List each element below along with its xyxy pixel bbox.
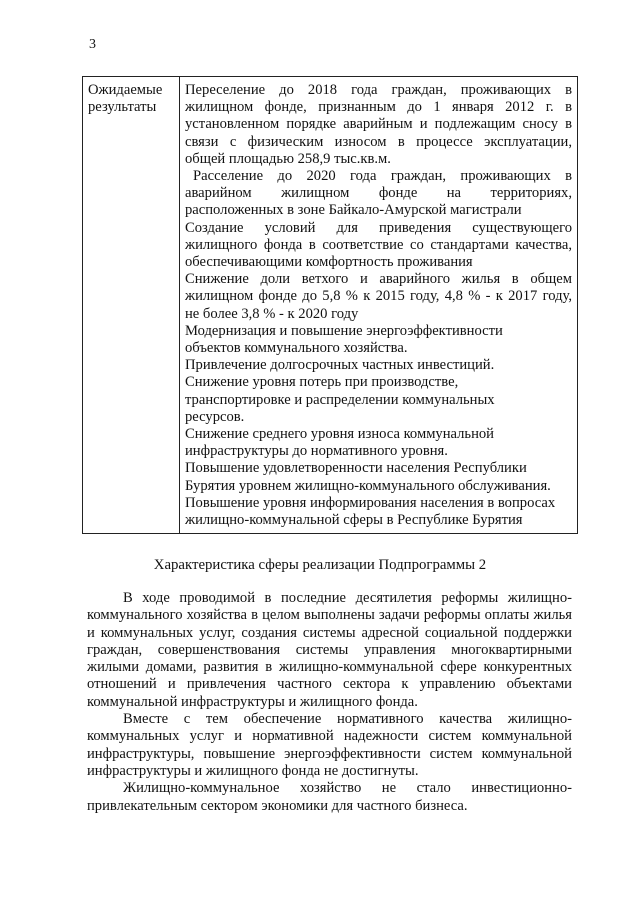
result-item (185, 426, 572, 460)
row-label-line: Ожидаемые (88, 82, 163, 98)
result-line: жилищном фонде до 5,8 % к 2015 году, 4,8 % - к 2017 году, (185, 288, 572, 305)
result-item (185, 374, 572, 426)
result-line: Повышение уровня информирования населения в вопросах (185, 494, 556, 511)
result-item (185, 220, 572, 272)
paragraph: Жилищно-коммунальное хозяйство не стало инвестиционно-привлекательным сектором экономики для частного бизнеса. (87, 780, 572, 814)
paragraph: Вместе с тем обеспечение нормативного качества жилищно-коммунальных услуг и нормативной надежности систем коммунальной инфраструктуры, повышение энергоэффективности систем коммунальной инфраструктуры и жилищного фонда не достигнуты. (87, 711, 572, 779)
result-line: обеспечивающими комфортность проживания (185, 254, 473, 271)
result-item (185, 495, 572, 529)
result-line: жилищно-коммунальной сферы в Республике Бурятия (185, 512, 523, 529)
result-line: Бурятия уровнем жилищно-коммунального обслуживания. (185, 477, 551, 494)
result-line: ресурсов. (185, 408, 245, 425)
result-line: Повышение удовлетворенности населения Республики (185, 460, 527, 477)
expected-results-table (82, 76, 578, 534)
result-item (185, 271, 572, 323)
result-line: установленном порядке аварийным и подлежащим сносу в (185, 116, 572, 133)
row-label-cell (83, 77, 180, 534)
result-line: Снижение среднего уровня износа коммунальной (185, 426, 494, 443)
result-line: связи с физическим износом в процессе эксплуатации, (185, 133, 572, 150)
result-line: Снижение доли ветхого и аварийного жилья в общем (185, 271, 572, 288)
result-line: аварийном жилищном фонде на территориях, (185, 185, 572, 202)
result-line: Расселение до 2020 года граждан, проживающих в (193, 168, 572, 185)
body-text (87, 590, 572, 815)
result-line: расположенных в зоне Байкало-Амурской магистрали (185, 202, 522, 219)
result-item (185, 82, 572, 168)
row-label-line: результаты (88, 99, 157, 116)
result-item (185, 357, 572, 374)
paragraph: В ходе проводимой в последние десятилетия реформы жилищно-коммунального хозяйства в целом выполнены задачи реформы оплаты жилья и коммунальных услуг, создания системы адресной социальной поддержки граждан, совершенствования системы управления многоквартирными жилыми домами, развития в жилищно-коммунальной сфере конкурентных отношений и привлечения частного сектора к управлению объектами коммунальной инфраструктуры и жилищного фонда. (87, 590, 572, 710)
result-line: транспортировке и распределении коммунальных (185, 391, 495, 408)
results-cell (180, 77, 578, 534)
result-line: жилищного фонда в соответствие со стандартами качества, (185, 236, 572, 253)
result-item (185, 168, 572, 220)
result-line: Модернизация и повышение энергоэффективности (185, 322, 503, 339)
result-line: не более 3,8 % - к 2020 году (185, 305, 359, 322)
result-line: Переселение до 2018 года граждан, проживающих в (185, 82, 572, 98)
result-line: объектов коммунального хозяйства. (185, 340, 408, 357)
result-item (185, 323, 572, 357)
result-line: жилищном фонде, признанным до 1 января 2012 г. в (185, 99, 572, 116)
result-line: Привлечение долгосрочных частных инвестиций. (185, 357, 495, 374)
result-item (185, 460, 572, 494)
result-line: Снижение уровня потерь при производстве, (185, 374, 459, 391)
result-line: инфраструктуры до нормативного уровня. (185, 443, 448, 460)
table-row (83, 77, 578, 534)
section-title: Характеристика сферы реализации Подпрограммы 2 (153, 557, 487, 573)
result-line: общей площадью 258,9 тыс.кв.м. (185, 150, 391, 167)
page-number: 3 (89, 37, 96, 52)
result-line: Создание условий для приведения существующего (185, 219, 572, 236)
